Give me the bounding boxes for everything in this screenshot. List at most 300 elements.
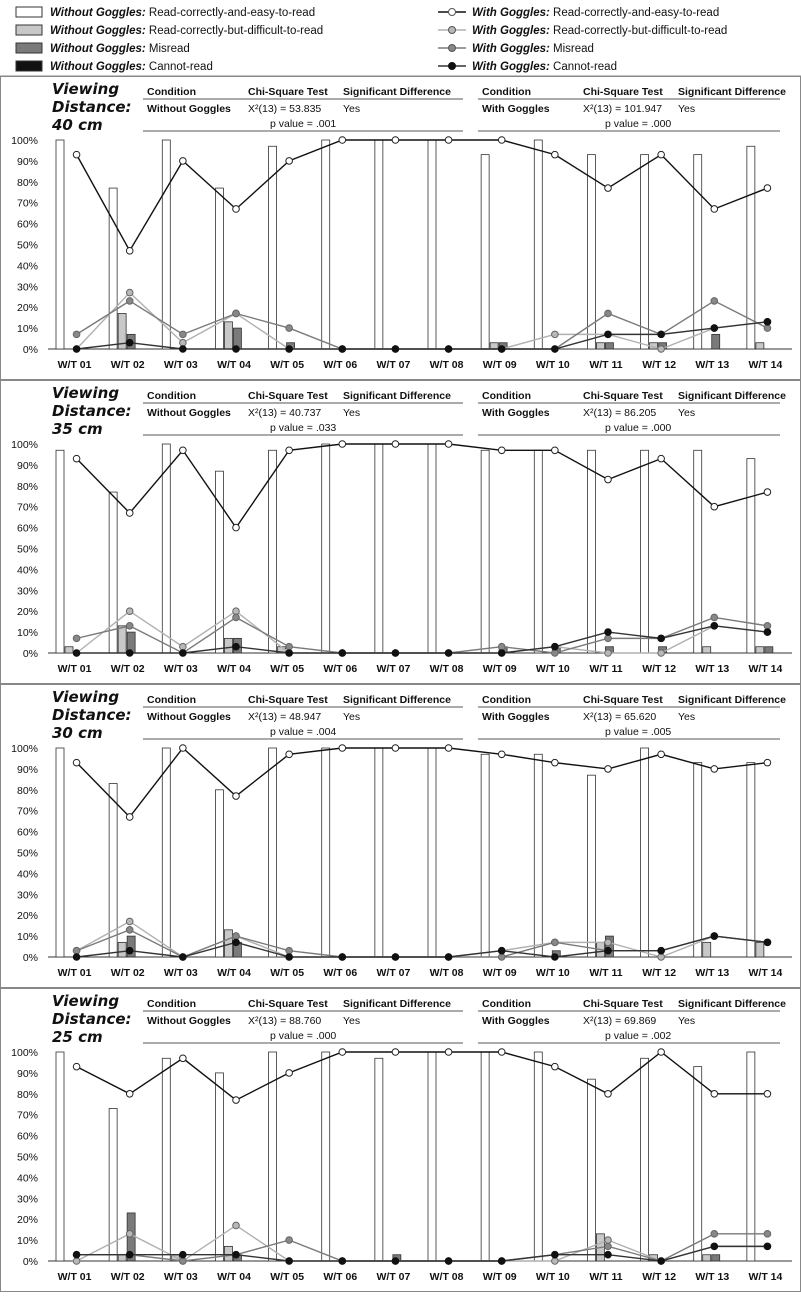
line-point-with_misread (764, 325, 771, 332)
legend-marker (449, 27, 456, 34)
x-tick-label: W/T 14 (748, 1271, 783, 1283)
line-point-with_cannot (286, 346, 293, 353)
bar-without_easy (534, 450, 542, 653)
y-tick-label: 70% (16, 197, 38, 210)
y-tick-label: 40% (16, 260, 38, 273)
line-point-with_misread (73, 331, 80, 338)
line-point-with_easy (445, 745, 452, 752)
bar-series-group (56, 1052, 755, 1261)
table-header: Chi-Square Test (248, 694, 328, 706)
line-point-with_easy (392, 745, 399, 752)
table-chi-square: X²(13) = 65.620 (583, 711, 657, 723)
line-point-with_cannot (180, 954, 187, 961)
table-chi-square: X²(13) = 53.835 (248, 103, 322, 115)
x-tick-label: W/T 10 (535, 1271, 570, 1283)
x-tick-label: W/T 01 (57, 663, 92, 675)
table-header: Chi-Square Test (248, 998, 328, 1010)
line-point-with_cannot (126, 947, 133, 954)
bar-without_easy (481, 754, 489, 957)
line-point-with_cannot (658, 947, 665, 954)
table-header: Chi-Square Test (583, 86, 663, 98)
y-tick-label: 90% (16, 1067, 38, 1080)
line-point-with_cannot (552, 954, 559, 961)
line-point-with_easy (233, 206, 240, 213)
bar-series-group (56, 140, 764, 349)
x-tick-label: W/T 07 (376, 1271, 411, 1283)
legend-label (50, 25, 323, 37)
bar-without_easy (56, 140, 64, 349)
line-point-with_cannot (445, 650, 452, 657)
y-tick-label: 60% (16, 826, 38, 839)
x-tick-label: W/T 02 (110, 359, 145, 371)
line-point-with_difficult (605, 650, 612, 657)
line-point-with_cannot (764, 629, 771, 636)
table-p-value: p value = .001 (270, 118, 337, 130)
bar-without_difficult (703, 942, 711, 957)
bar-without_easy (269, 450, 277, 653)
bar-without_misread (765, 647, 773, 653)
line-point-with_cannot (73, 954, 80, 961)
line-point-with_misread (126, 623, 133, 630)
legend (16, 7, 727, 73)
legend-swatch (16, 7, 42, 17)
chi-square-table (478, 390, 786, 435)
line-point-with_misread (764, 1231, 771, 1238)
y-tick-label: 60% (16, 522, 38, 535)
bar-without_easy (694, 763, 702, 957)
x-tick-label: W/T 10 (535, 359, 570, 371)
table-p-value: p value = .004 (270, 726, 337, 738)
y-tick-label: 100% (11, 135, 38, 147)
line-point-with_cannot (445, 954, 452, 961)
table-header: Significant Difference (343, 998, 451, 1010)
bar-without_easy (322, 1052, 330, 1261)
line-point-with_easy (711, 206, 718, 213)
bar-without_difficult (490, 343, 498, 349)
line-point-with_cannot (445, 1258, 452, 1265)
line-point-with_cannot (180, 650, 187, 657)
table-p-value: p value = .002 (605, 1030, 672, 1042)
bar-without_easy (534, 754, 542, 957)
table-header: Chi-Square Test (248, 86, 328, 98)
bar-without_easy (534, 140, 542, 349)
line-point-with_difficult (605, 1237, 612, 1244)
bar-without_easy (428, 140, 436, 349)
line-point-with_easy (658, 751, 665, 758)
x-tick-label: W/T 07 (376, 967, 411, 979)
x-tick-label: W/T 13 (695, 663, 730, 675)
line-point-with_difficult (126, 1231, 133, 1238)
y-tick-label: 70% (16, 1109, 38, 1122)
table-header: Condition (147, 86, 196, 98)
line-point-with_cannot (392, 346, 399, 353)
table-header: Significant Difference (343, 694, 451, 706)
bar-without_easy (481, 155, 489, 349)
table-significance: Yes (678, 711, 696, 723)
bar-without_easy (109, 188, 117, 349)
line-point-with_easy (711, 503, 718, 510)
legend-label (50, 61, 213, 73)
line-point-with_difficult (658, 346, 665, 353)
table-header: Condition (482, 86, 531, 98)
line-point-with_easy (552, 151, 559, 158)
line-point-with_cannot (445, 346, 452, 353)
y-tick-label: 0% (22, 952, 38, 964)
line-point-with_misread (552, 650, 559, 657)
line-point-with_easy (392, 1049, 399, 1056)
line-point-with_easy (233, 793, 240, 800)
line-point-with_misread (605, 635, 612, 642)
line-point-with_easy (445, 441, 452, 448)
x-tick-label: W/T 05 (270, 1271, 305, 1283)
bar-without_difficult (703, 647, 711, 653)
x-tick-label: W/T 06 (323, 663, 358, 675)
chi-square-table (143, 86, 463, 131)
line-point-with_misread (233, 614, 240, 621)
line-series-with_easy (73, 441, 770, 531)
line-point-with_cannot (498, 947, 505, 954)
legend-item-without_misread (16, 43, 190, 55)
bar-without_easy (322, 444, 330, 653)
line-point-with_cannot (73, 650, 80, 657)
table-header: Chi-Square Test (248, 390, 328, 402)
legend-text: Read-correctly-but-difficult-to-read (145, 25, 324, 37)
table-condition: With Goggles (482, 711, 550, 723)
bar-without_misread (712, 1255, 720, 1261)
table-condition: Without Goggles (147, 711, 231, 723)
line-point-with_easy (445, 137, 452, 144)
x-tick-label: W/T 01 (57, 1271, 92, 1283)
x-tick-label: W/T 12 (642, 1271, 677, 1283)
x-tick-label: W/T 07 (376, 359, 411, 371)
line-point-with_cannot (180, 1251, 187, 1258)
table-chi-square: X²(13) = 48.947 (248, 711, 322, 723)
legend-text: Read-correctly-and-easy-to-read (145, 7, 316, 19)
chart-panel (1, 381, 801, 684)
table-condition: Without Goggles (147, 407, 231, 419)
line-point-with_misread (233, 933, 240, 940)
line-point-with_misread (233, 310, 240, 317)
line-point-with_misread (711, 614, 718, 621)
y-tick-label: 30% (16, 281, 38, 294)
y-tick-label: 10% (16, 627, 38, 640)
bar-without_difficult (118, 942, 126, 957)
table-significance: Yes (343, 103, 361, 115)
line-point-with_easy (658, 151, 665, 158)
line-point-with_difficult (73, 1258, 80, 1265)
x-axis (58, 663, 783, 675)
y-tick-label: 80% (16, 1088, 38, 1101)
bar-series-group (56, 444, 773, 653)
chart-panel (1, 989, 801, 1292)
line-point-with_cannot (711, 623, 718, 630)
line-point-with_easy (552, 1063, 559, 1070)
line-point-with_difficult (658, 954, 665, 961)
y-tick-label: 30% (16, 1193, 38, 1206)
y-tick-label: 70% (16, 501, 38, 514)
table-header: Condition (482, 390, 531, 402)
x-tick-label: W/T 03 (163, 1271, 198, 1283)
legend-label (472, 7, 719, 19)
table-condition: Without Goggles (147, 1015, 231, 1027)
y-tick-label: 60% (16, 1130, 38, 1143)
bar-without_difficult (224, 638, 232, 653)
line-point-with_cannot (339, 650, 346, 657)
x-tick-label: W/T 06 (323, 967, 358, 979)
legend-marker (449, 45, 456, 52)
bar-without_easy (428, 1052, 436, 1261)
bar-without_difficult (118, 626, 126, 653)
line-point-with_cannot (392, 954, 399, 961)
line-point-with_misread (180, 331, 187, 338)
line-point-with_easy (605, 185, 612, 192)
y-tick-label: 50% (16, 847, 38, 860)
line-point-with_cannot (552, 346, 559, 353)
table-p-value: p value = .000 (605, 118, 672, 130)
legend-item-without_cannot (16, 61, 213, 73)
legend-prefix: Without Goggles: (50, 43, 146, 55)
line-point-with_cannot (658, 331, 665, 338)
y-tick-label: 30% (16, 585, 38, 598)
x-tick-label: W/T 10 (535, 663, 570, 675)
y-tick-label: 50% (16, 239, 38, 252)
x-tick-label: W/T 03 (163, 663, 198, 675)
x-axis (58, 359, 783, 371)
table-condition: With Goggles (482, 103, 550, 115)
line-point-with_easy (180, 745, 187, 752)
x-tick-label: W/T 13 (695, 359, 730, 371)
y-axis (11, 1047, 38, 1268)
chi-square-table (478, 86, 786, 131)
bar-without_easy (322, 140, 330, 349)
line-point-with_cannot (339, 346, 346, 353)
viewing-distance-title: Viewing (52, 80, 120, 98)
line-point-with_difficult (126, 608, 133, 615)
line-point-with_difficult (552, 1258, 559, 1265)
chi-square-table (143, 694, 463, 739)
viewing-distance-value: 35 cm (52, 420, 103, 438)
table-p-value: p value = .000 (270, 1030, 337, 1042)
line-point-with_cannot (605, 1251, 612, 1258)
x-tick-label: W/T 14 (748, 359, 783, 371)
y-tick-label: 50% (16, 1151, 38, 1164)
x-tick-label: W/T 01 (57, 967, 92, 979)
table-p-value: p value = .000 (605, 422, 672, 434)
table-p-value: p value = .033 (270, 422, 337, 434)
line-point-with_difficult (180, 643, 187, 650)
line-point-with_cannot (498, 1258, 505, 1265)
y-tick-label: 10% (16, 1235, 38, 1248)
bar-without_easy (481, 1052, 489, 1261)
viewing-distance-title: Distance: (52, 98, 132, 116)
table-header: Chi-Square Test (583, 694, 663, 706)
legend-prefix: With Goggles: (472, 7, 550, 19)
table-chi-square: X²(13) = 69.869 (583, 1015, 657, 1027)
y-tick-label: 20% (16, 606, 38, 619)
bar-without_misread (605, 343, 613, 349)
table-header: Significant Difference (678, 694, 786, 706)
line-point-with_easy (339, 137, 346, 144)
line-point-with_cannot (658, 635, 665, 642)
table-header: Condition (147, 694, 196, 706)
line-point-with_difficult (233, 608, 240, 615)
line-path-with_easy (77, 748, 768, 817)
line-point-with_misread (286, 1237, 293, 1244)
line-point-with_cannot (233, 1251, 240, 1258)
x-tick-label: W/T 11 (589, 967, 623, 979)
line-point-with_misread (286, 325, 293, 332)
line-point-with_easy (286, 158, 293, 165)
line-point-with_cannot (233, 939, 240, 946)
y-tick-label: 20% (16, 910, 38, 923)
line-point-with_easy (658, 1049, 665, 1056)
x-tick-label: W/T 14 (748, 663, 783, 675)
y-tick-label: 80% (16, 480, 38, 493)
line-point-with_cannot (339, 1258, 346, 1265)
bar-without_easy (56, 450, 64, 653)
x-tick-label: W/T 02 (110, 663, 145, 675)
x-tick-label: W/T 02 (110, 1271, 145, 1283)
line-series-with_easy (73, 137, 770, 254)
y-tick-label: 0% (22, 344, 38, 356)
legend-item-without_easy (16, 7, 315, 19)
legend-text: Misread (549, 43, 594, 55)
x-tick-label: W/T 08 (429, 1271, 464, 1283)
legend-swatch (16, 43, 42, 53)
y-tick-label: 20% (16, 302, 38, 315)
line-point-with_easy (498, 1049, 505, 1056)
x-tick-label: W/T 04 (217, 1271, 251, 1283)
line-point-with_cannot (286, 650, 293, 657)
y-tick-label: 90% (16, 459, 38, 472)
legend-prefix: Without Goggles: (50, 7, 146, 19)
table-chi-square: X²(13) = 88.760 (248, 1015, 322, 1027)
line-point-with_easy (498, 447, 505, 454)
bar-without_difficult (65, 647, 73, 653)
y-tick-label: 40% (16, 868, 38, 881)
chart-panel (1, 685, 801, 988)
viewing-distance-title: Distance: (52, 402, 132, 420)
line-point-with_cannot (126, 650, 133, 657)
line-point-with_misread (126, 927, 133, 934)
bar-without_easy (375, 1058, 383, 1261)
line-point-with_misread (764, 623, 771, 630)
line-point-with_easy (552, 759, 559, 766)
line-point-with_cannot (73, 346, 80, 353)
x-tick-label: W/T 07 (376, 663, 411, 675)
line-point-with_easy (605, 476, 612, 483)
line-point-with_misread (286, 643, 293, 650)
table-header: Significant Difference (678, 86, 786, 98)
x-tick-label: W/T 04 (217, 967, 251, 979)
line-point-with_misread (605, 1243, 612, 1250)
x-tick-label: W/T 04 (217, 663, 251, 675)
line-point-with_easy (286, 1070, 293, 1077)
line-point-with_difficult (658, 650, 665, 657)
line-point-with_easy (711, 1091, 718, 1098)
bar-without_easy (56, 1052, 64, 1261)
line-point-with_easy (339, 441, 346, 448)
bar-without_easy (641, 748, 649, 957)
y-axis (11, 135, 38, 356)
legend-label (472, 61, 617, 73)
y-tick-label: 70% (16, 805, 38, 818)
line-point-with_easy (233, 524, 240, 531)
line-point-with_misread (126, 298, 133, 305)
bar-without_misread (712, 334, 720, 349)
line-point-with_easy (764, 759, 771, 766)
bar-without_easy (56, 748, 64, 957)
legend-item-with_easy (438, 7, 719, 19)
x-tick-label: W/T 08 (429, 359, 464, 371)
bar-without_easy (162, 1058, 170, 1261)
line-point-with_easy (73, 455, 80, 462)
bar-without_difficult (756, 647, 764, 653)
table-significance: Yes (678, 1015, 696, 1027)
table-header: Chi-Square Test (583, 998, 663, 1010)
x-tick-label: W/T 06 (323, 1271, 358, 1283)
bar-without_difficult (703, 1255, 711, 1261)
bar-without_easy (587, 1079, 595, 1261)
line-point-with_cannot (233, 346, 240, 353)
line-point-with_cannot (658, 1258, 665, 1265)
line-point-with_easy (605, 766, 612, 773)
bar-without_easy (375, 444, 383, 653)
line-point-with_easy (126, 510, 133, 517)
y-tick-label: 30% (16, 889, 38, 902)
legend-item-without_difficult (16, 25, 323, 37)
line-point-with_easy (764, 1091, 771, 1098)
bar-without_easy (534, 1052, 542, 1261)
x-tick-label: W/T 11 (589, 1271, 623, 1283)
bar-without_easy (109, 1108, 117, 1261)
table-p-value: p value = .005 (605, 726, 672, 738)
legend-label (50, 43, 190, 55)
bar-without_easy (694, 155, 702, 349)
bar-without_easy (587, 775, 595, 957)
line-point-with_cannot (552, 643, 559, 650)
line-point-with_difficult (126, 289, 133, 296)
line-path-with_cannot (77, 936, 768, 957)
bar-without_difficult (756, 942, 764, 957)
line-point-with_misread (498, 954, 505, 961)
legend-swatch (16, 25, 42, 35)
legend-item-with_cannot (438, 61, 617, 73)
x-tick-label: W/T 10 (535, 967, 570, 979)
bar-without_easy (162, 140, 170, 349)
viewing-distance-value: 30 cm (52, 724, 103, 742)
line-point-with_easy (73, 151, 80, 158)
y-tick-label: 0% (22, 648, 38, 660)
table-header: Condition (147, 390, 196, 402)
line-point-with_misread (711, 298, 718, 305)
legend-label (50, 7, 315, 19)
x-tick-label: W/T 12 (642, 967, 677, 979)
table-header: Significant Difference (678, 998, 786, 1010)
line-series-with_easy (73, 745, 770, 821)
legend-text: Misread (145, 43, 190, 55)
line-point-with_easy (498, 751, 505, 758)
y-tick-label: 40% (16, 564, 38, 577)
table-condition: With Goggles (482, 407, 550, 419)
line-point-with_cannot (711, 1243, 718, 1250)
bar-without_easy (215, 790, 223, 957)
line-point-with_easy (180, 158, 187, 165)
table-significance: Yes (343, 1015, 361, 1027)
y-tick-label: 60% (16, 218, 38, 231)
line-series-with_cannot (73, 933, 770, 961)
bar-without_easy (162, 444, 170, 653)
